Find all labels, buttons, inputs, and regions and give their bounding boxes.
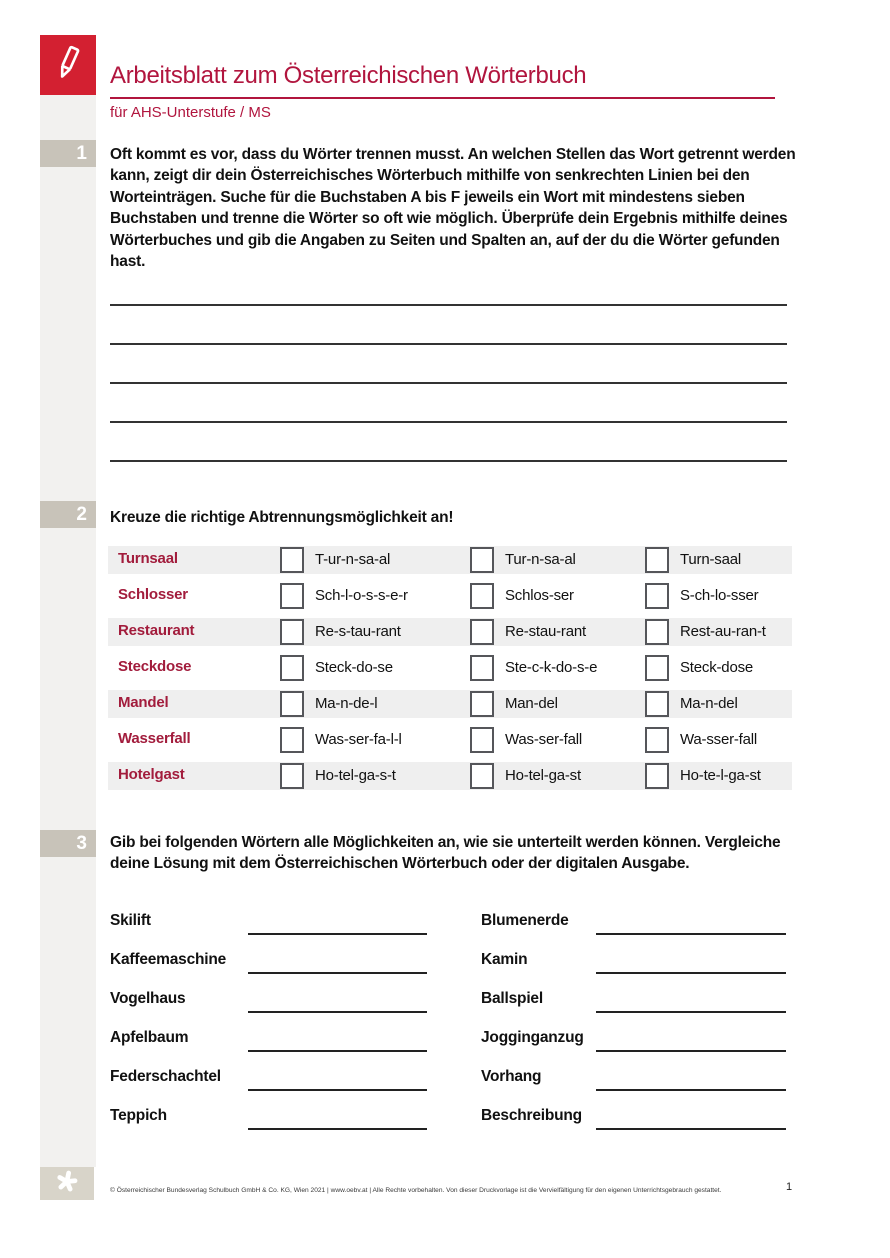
left-rail-strip xyxy=(40,95,96,1167)
task-3-instructions: Gib bei folgenden Wörtern alle Möglichkeiten an, wie sie unterteilt werden können. Vergleiche deine Lösung mit dem Österreichischen Wörterbuch oder der digitalen Ausgabe. xyxy=(110,834,781,873)
answer-line xyxy=(110,460,787,462)
option-label: Ho-tel-ga-st xyxy=(505,767,581,784)
word-row xyxy=(110,1029,790,1055)
checkbox[interactable] xyxy=(280,691,304,717)
option-label: Man-del xyxy=(505,695,558,712)
option-label: Was-ser-fall xyxy=(505,731,583,748)
word-row xyxy=(110,1107,790,1133)
checkbox[interactable] xyxy=(645,763,669,789)
answer-line xyxy=(596,1011,786,1013)
publisher-logo-box xyxy=(40,1167,94,1200)
table-row xyxy=(108,582,792,610)
answer-line xyxy=(248,933,427,935)
option-label: Re-stau-rant xyxy=(505,623,586,640)
checkbox[interactable] xyxy=(470,619,494,645)
task-2-number: 2 xyxy=(76,504,87,525)
word-row xyxy=(110,951,790,977)
option-label: Turn-saal xyxy=(680,551,741,568)
checkbox[interactable] xyxy=(470,727,494,753)
word-left: Kaffeemaschine xyxy=(110,951,227,968)
table-row xyxy=(108,546,792,574)
answer-line xyxy=(248,1089,427,1091)
row-word: Steckdose xyxy=(118,658,192,675)
answer-line xyxy=(110,382,787,384)
table-row xyxy=(108,726,792,754)
answer-line xyxy=(110,421,787,423)
word-right: Blumenerde xyxy=(481,912,569,929)
option-label: Sch-l-o-s-s-e-r xyxy=(315,587,408,604)
answer-line xyxy=(248,1011,427,1013)
answer-line xyxy=(110,343,787,345)
option-label: Steck-dose xyxy=(680,659,754,676)
checkbox[interactable] xyxy=(470,583,494,609)
word-row xyxy=(110,990,790,1016)
checkbox[interactable] xyxy=(645,655,669,681)
checkbox[interactable] xyxy=(470,547,494,573)
answer-line xyxy=(248,1050,427,1052)
checkbox[interactable] xyxy=(280,727,304,753)
page-number: 1 xyxy=(786,1181,793,1193)
option-label: Was-ser-fa-l-l xyxy=(315,731,402,748)
word-left: Vogelhaus xyxy=(110,990,186,1007)
answer-line xyxy=(596,1050,786,1052)
word-right: Jogginganzug xyxy=(481,1029,584,1046)
word-row xyxy=(110,1068,790,1094)
word-right: Beschreibung xyxy=(481,1107,582,1124)
checkbox[interactable] xyxy=(645,727,669,753)
option-label: Schlos-ser xyxy=(505,587,574,604)
header-accent-box xyxy=(40,35,96,95)
option-label: Rest-au-ran-t xyxy=(680,623,766,640)
option-label: Ho-te-l-ga-st xyxy=(680,767,761,784)
option-label: S-ch-lo-sser xyxy=(680,587,759,604)
checkbox[interactable] xyxy=(280,655,304,681)
table-row xyxy=(108,690,792,718)
option-label: Re-s-tau-rant xyxy=(315,623,401,640)
checkbox[interactable] xyxy=(280,583,304,609)
answer-line xyxy=(110,304,787,306)
task-2-instructions: Kreuze die richtige Abtrennungsmöglichkeit an! xyxy=(110,509,454,526)
row-word: Wasserfall xyxy=(118,730,191,747)
copyright-line: © Österreichischer Bundesverlag Schulbuch GmbH & Co. KG, Wien 2021 | www.oebv.at | Alle Rechte vorbehalten. Von dieser Druckvorlage ist die Vervielfältigung für den eigenen Unterrichtsgebrauch gestattet. xyxy=(110,1187,722,1194)
checkbox[interactable] xyxy=(470,655,494,681)
table-row xyxy=(108,654,792,682)
checkbox[interactable] xyxy=(470,763,494,789)
checkbox[interactable] xyxy=(645,691,669,717)
checkbox[interactable] xyxy=(645,619,669,645)
task-1-number: 1 xyxy=(76,143,87,164)
task-1-instructions: Oft kommt es vor, dass du Wörter trennen musst. An welchen Stellen das Wort getrennt werden kann, zeigt dir dein Österreichisches Wörterbuch mithilfe von senkrechten Linien bei den Worteinträgen. Suche für die Buchstaben A bis F jeweils ein Wort mit mindestens sieben Buchstaben und trenne die Wörter so oft wie möglich. Überprüfe dein Ergebnis mithilfe deines Wörterbuches und gib die Angaben zu Seiten und Spalten an, auf der du die Wörter gefunden hast. xyxy=(110,146,796,271)
checkbox[interactable] xyxy=(280,619,304,645)
word-right: Kamin xyxy=(481,951,528,968)
task-3-number: 3 xyxy=(76,833,87,854)
checkbox[interactable] xyxy=(645,547,669,573)
word-row xyxy=(110,912,790,938)
row-word: Hotelgast xyxy=(118,766,185,783)
word-left: Skilift xyxy=(110,912,151,929)
option-label: Wa-sser-fall xyxy=(680,731,758,748)
option-label: Ma-n-del xyxy=(680,695,738,712)
task-2-number-box xyxy=(40,501,96,528)
row-word: Mandel xyxy=(118,694,169,711)
option-label: Tur-n-sa-al xyxy=(505,551,576,568)
row-word: Turnsaal xyxy=(118,550,178,567)
answer-line xyxy=(596,933,786,935)
word-left: Federschachtel xyxy=(110,1068,221,1085)
row-word: Restaurant xyxy=(118,622,195,639)
oebv-asterisk-logo xyxy=(54,1168,80,1199)
answer-line xyxy=(596,1128,786,1130)
task-3-number-box xyxy=(40,830,96,857)
checkbox[interactable] xyxy=(280,763,304,789)
option-label: Ho-tel-ga-s-t xyxy=(315,767,396,784)
checkbox[interactable] xyxy=(470,691,494,717)
option-label: Steck-do-se xyxy=(315,659,393,676)
answer-line xyxy=(248,972,427,974)
word-right: Ballspiel xyxy=(481,990,543,1007)
row-word: Schlosser xyxy=(118,586,188,603)
answer-line xyxy=(248,1128,427,1130)
word-right: Vorhang xyxy=(481,1068,542,1085)
pencil-icon xyxy=(48,41,88,90)
option-label: T-ur-n-sa-al xyxy=(315,551,391,568)
answer-line xyxy=(596,1089,786,1091)
page-subtitle: für AHS-Unterstufe / MS xyxy=(110,104,271,121)
table-row xyxy=(108,618,792,646)
option-label: Ma-n-de-l xyxy=(315,695,378,712)
word-left: Apfelbaum xyxy=(110,1029,189,1046)
checkbox[interactable] xyxy=(280,547,304,573)
task-1-number-box xyxy=(40,140,96,167)
checkbox[interactable] xyxy=(645,583,669,609)
word-left: Teppich xyxy=(110,1107,167,1124)
answer-line xyxy=(596,972,786,974)
page-title: Arbeitsblatt zum Österreichischen Wörterbuch xyxy=(110,62,775,99)
table-row xyxy=(108,762,792,790)
option-label: Ste-c-k-do-s-e xyxy=(505,659,598,676)
